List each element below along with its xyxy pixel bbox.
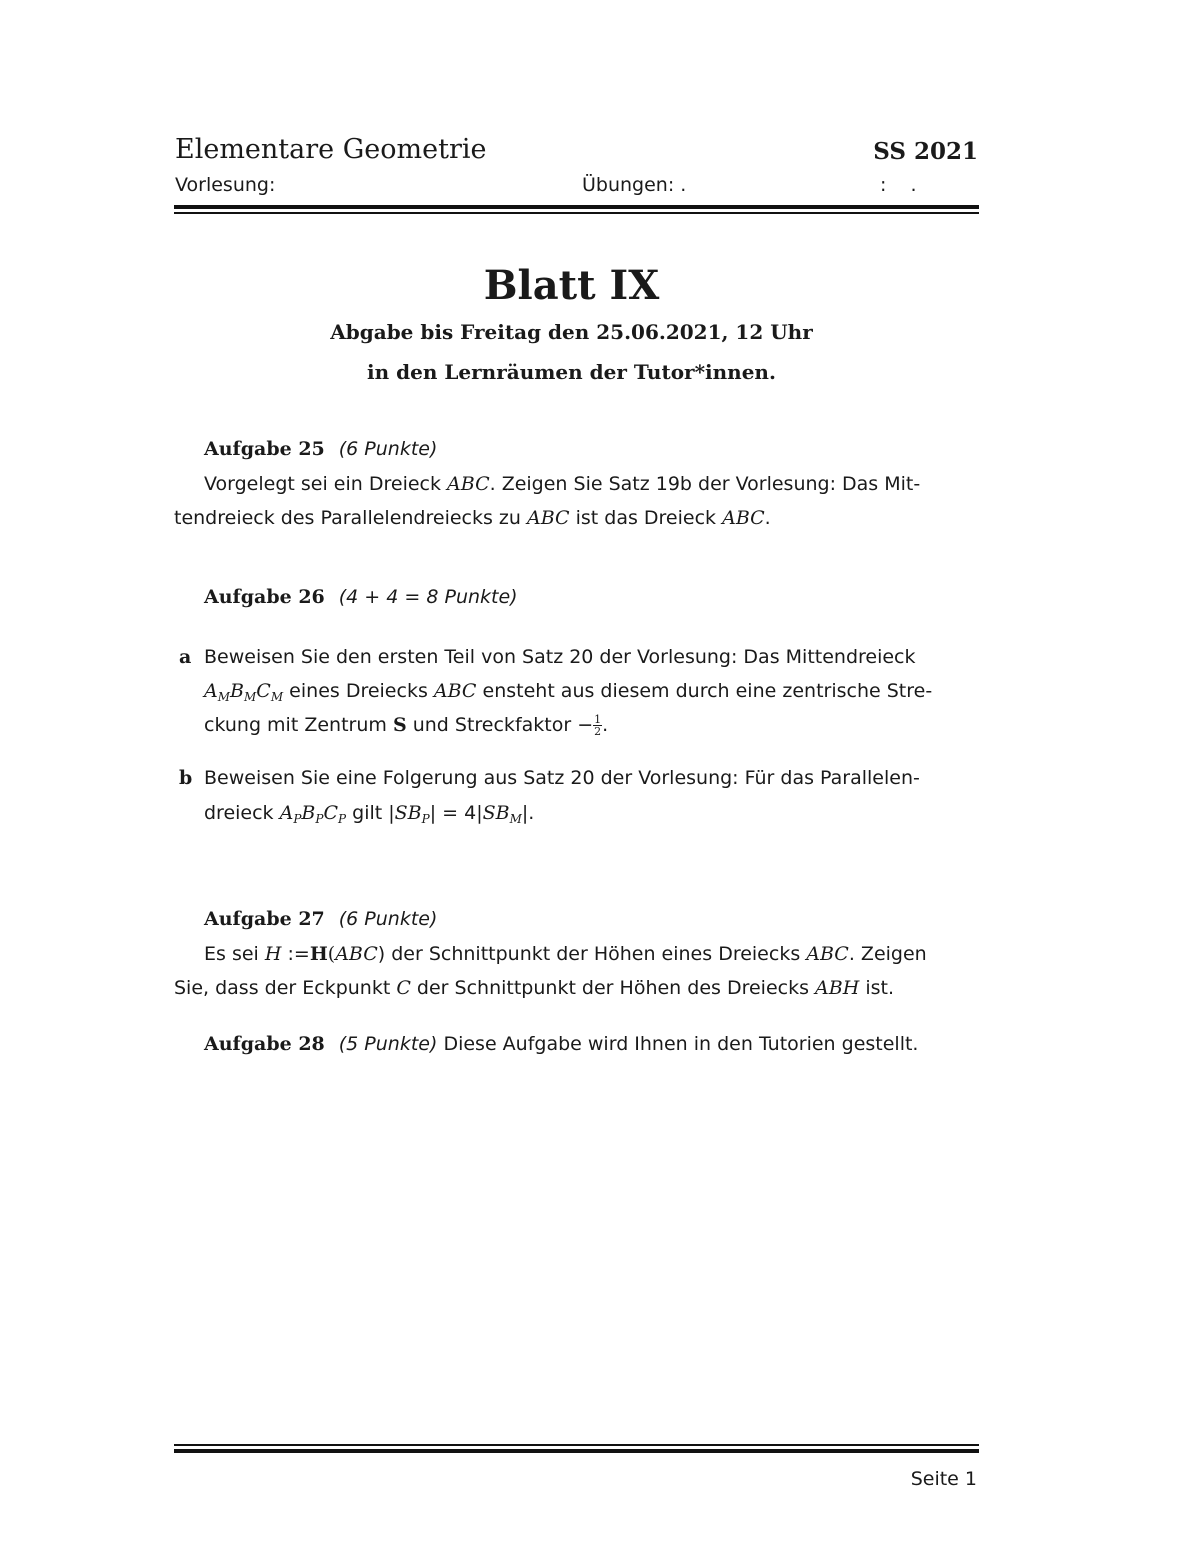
fraction-one-half [593,714,602,737]
uebungen-field [582,174,686,196]
exercise-28-label: Aufgabe 28 [204,1033,325,1055]
exercise-27-line-2 [174,977,894,999]
math-b: B [301,802,316,824]
subscript: M [217,690,231,704]
text-run: . [602,714,609,736]
header-rule-thin [174,212,979,214]
location-text: in den Lernräumen der Tutor*innen. [367,360,776,384]
exercise-28-heading [204,1033,918,1055]
text-run: := [281,943,310,965]
exercise-25-line-2 [174,507,771,529]
exercise-26-label: Aufgabe 26 [204,586,325,608]
math-abc: ABC [447,473,490,495]
text-run: . Zeigen Sie Satz 19b der Vorlesung: Das Mit- [489,473,921,495]
subscript: P [315,812,324,826]
sheet-title: Blatt IX [483,262,660,309]
header-marks: : . [880,174,917,196]
exercise-28-points: (5 Punkte) [338,1033,438,1055]
text-run: dreieck [204,802,280,824]
text-run: Vorgelegt sei ein Dreieck [204,473,448,495]
exercise-26a-line-3 [204,714,608,737]
exercise-27-line-1 [204,943,927,965]
subscript: P [421,812,430,826]
exercise-26-points: (4 + 4 = 8 Punkte) [338,586,518,608]
uebungen-value: . [680,174,687,196]
text-run: ensteht aus diesem durch eine zentrische Stre- [476,680,933,702]
footer-rule-thin [174,1444,979,1446]
uebungen-label: Übungen: [582,174,675,196]
semester-label: SS 2021 [873,138,978,165]
course-title: Elementare Geometrie [175,134,487,165]
deadline-text: Abgabe bis Freitag den 25.06.2021, 12 Uhr [330,320,813,344]
exercise-26-heading [204,586,518,608]
text-run: gilt | [346,802,395,824]
text-run: tendreieck des Parallelendreiecks zu [174,507,527,529]
math-bold-s: S [392,714,407,736]
text-run: Sie, dass der Eckpunkt [174,977,397,999]
page-number: Seite 1 [910,1468,977,1490]
vorlesung-label: Vorlesung: [175,174,276,196]
math-a: A [204,680,218,702]
exercise-28-text: Diese Aufgabe wird Ihnen in den Tutorien gestellt. [437,1033,919,1055]
exercise-27-label: Aufgabe 27 [204,908,325,930]
text-run: ist das Dreieck [569,507,723,529]
exercise-26b-line-1: Beweisen Sie eine Folgerung aus Satz 20 der Vorlesung: Für das Parallelen- [204,767,920,789]
text-run: | = 4| [429,802,483,824]
exercise-27-heading [204,908,437,930]
exercise-27-points: (6 Punkte) [338,908,438,930]
header-rule-thick [174,205,979,209]
text-run: der Schnittpunkt der Höhen des Dreiecks [410,977,816,999]
math-h: H [264,943,282,965]
math-abh: ABH [815,977,860,999]
text-run: und Streckfaktor − [406,714,594,736]
item-b-label: b [179,767,193,789]
text-run: ) der Schnittpunkt der Höhen eines Dreiecks [377,943,807,965]
text-run: . [764,507,771,529]
math-sb: SB [482,802,510,824]
math-sb: SB [394,802,422,824]
math-abc: ABC [433,680,477,702]
fraction-denominator: 2 [594,725,602,738]
exercise-25-label: Aufgabe 25 [204,438,325,460]
math-c: C [323,802,339,824]
exercise-25-line-1 [204,473,920,495]
text-run: |. [521,802,535,824]
math-a: A [279,802,294,824]
text-run: ( [327,943,336,965]
subscript: M [244,690,257,704]
subscript: M [509,812,522,826]
subscript: P [293,812,302,826]
subscript: M [270,690,284,704]
exercise-25-heading [204,438,437,460]
math-c: C [396,977,411,999]
math-c: C [256,680,271,702]
exercise-26b-line-2 [204,802,534,826]
exercise-26a-line-2 [204,680,932,704]
math-abc: ABC [526,507,570,529]
footer-rule-thick [174,1449,979,1453]
text-run: . Zeigen [848,943,927,965]
text-run: ist. [859,977,895,999]
fraction-numerator: 1 [594,713,602,726]
exercise-25-points: (6 Punkte) [338,438,438,460]
math-bold-h: H [309,943,328,965]
math-b: B [230,680,244,702]
text-run: Es sei [204,943,265,965]
math-abc: ABC [722,507,765,529]
text-run: eines Dreiecks [283,680,434,702]
item-a-label: a [179,646,192,668]
math-abc: ABC [335,943,378,965]
text-run: ckung mit Zentrum [204,714,393,736]
math-abc: ABC [806,943,849,965]
exercise-26a-line-1: Beweisen Sie den ersten Teil von Satz 20 der Vorlesung: Das Mittendreieck [204,646,916,668]
subscript: P [338,812,347,826]
